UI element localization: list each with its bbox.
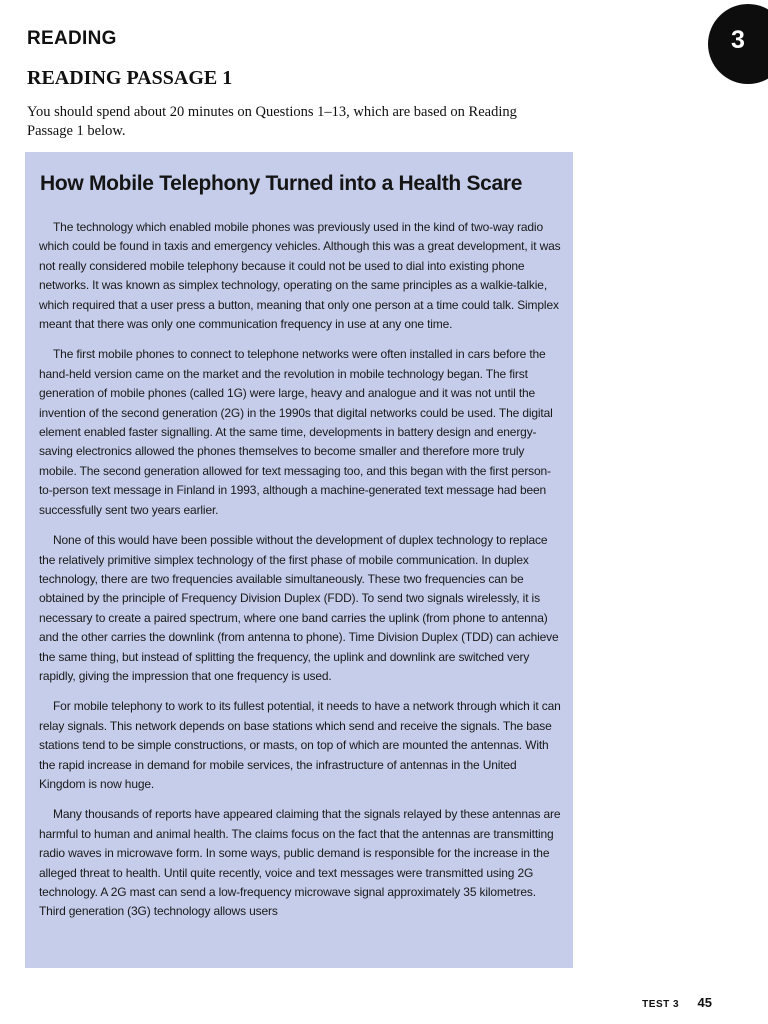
article-paragraph-1: The technology which enabled mobile phones was previously used in the kind of two-way radio which could be found in taxis and emergency vehicles. Although this was a great development, it was not really considered mobile telephony because it could not be used to dial into existing phone networks. It was known as simplex technology, operating on the same principles as a walkie-talkie, which required that a user press a button, meaning that only one person at a time could talk. Simplex meant that there was only one communication frequency in use at any one time. [39, 220, 561, 332]
page-footer [642, 994, 712, 1012]
test-number-tab [708, 4, 768, 84]
section-heading: READING [27, 28, 117, 49]
reading-passage-box [25, 152, 573, 968]
instructions-text: You should spend about 20 minutes on Questions 1–13, which are based on Reading Passage 1 below. [27, 104, 517, 139]
article-paragraph-4: For mobile telephony to work to its fullest potential, it needs to have a network through which it can relay signals. This network depends on base stations which send and receive the signals. The base stations tend to be simple constructions, or masts, on top of which are mounted the antennas. With the rapid increase in demand for mobile services, the infrastructure of antennas in the United Kingdom is now huge. [39, 699, 561, 791]
article-paragraph-3: None of this would have been possible without the development of duplex technology to replace the relatively primitive simplex technology of the first phase of mobile communication. In duplex technology, there are two frequencies available simultaneously. These two frequencies can be obtained by the principle of Frequency Division Duplex (FDD). To send two signals wirelessly, it is necessary to create a paired spectrum, where one band carries the uplink (from phone to antenna) and the other carries the downlink (from antenna to phone). Time Division Duplex (TDD) can achieve the same thing, but instead of splitting the frequency, the uplink and downlink are switched very rapidly, giving the impression that one frequency is used. [39, 533, 559, 683]
footer-test-label: TEST 3 [642, 999, 680, 1010]
article-paragraph-2: The first mobile phones to connect to telephone networks were often installed in cars before the hand-held version came on the market and the revolution in mobile technology began. The first generation of mobile phones (called 1G) were large, heavy and analogue and it was not until the invention of the second generation (2G) in the 1990s that digital networks could be used. The digital element enabled faster signalling. At the same time, developments in battery design and energy-saving electronics allowed the phones themselves to become smaller and therefore more truly mobile. The second generation allowed for text messaging too, and this began with the first person-to-person text message in Finland in 1993, although a machine-generated text message had been successfully sent two years earlier. [39, 347, 553, 517]
article-title: How Mobile Telephony Turned into a Health Scare [40, 172, 523, 195]
article-body [39, 218, 563, 933]
article-paragraph-5: Many thousands of reports have appeared claiming that the signals relayed by these antennas are harmful to human and animal health. The claims focus on the fact that the antennas are transmitting radio waves in microwave form. In some ways, public demand is responsible for the increase in the alleged threat to health. Until quite recently, voice and text messages were transmitted using 2G technology. A 2G mast can send a low-frequency microwave signal approximately 35 kilometres. Third generation (3G) technology allows users [39, 807, 561, 919]
page-number: 45 [697, 995, 712, 1010]
passage-heading: READING PASSAGE 1 [27, 67, 233, 89]
test-number: 3 [731, 26, 745, 54]
